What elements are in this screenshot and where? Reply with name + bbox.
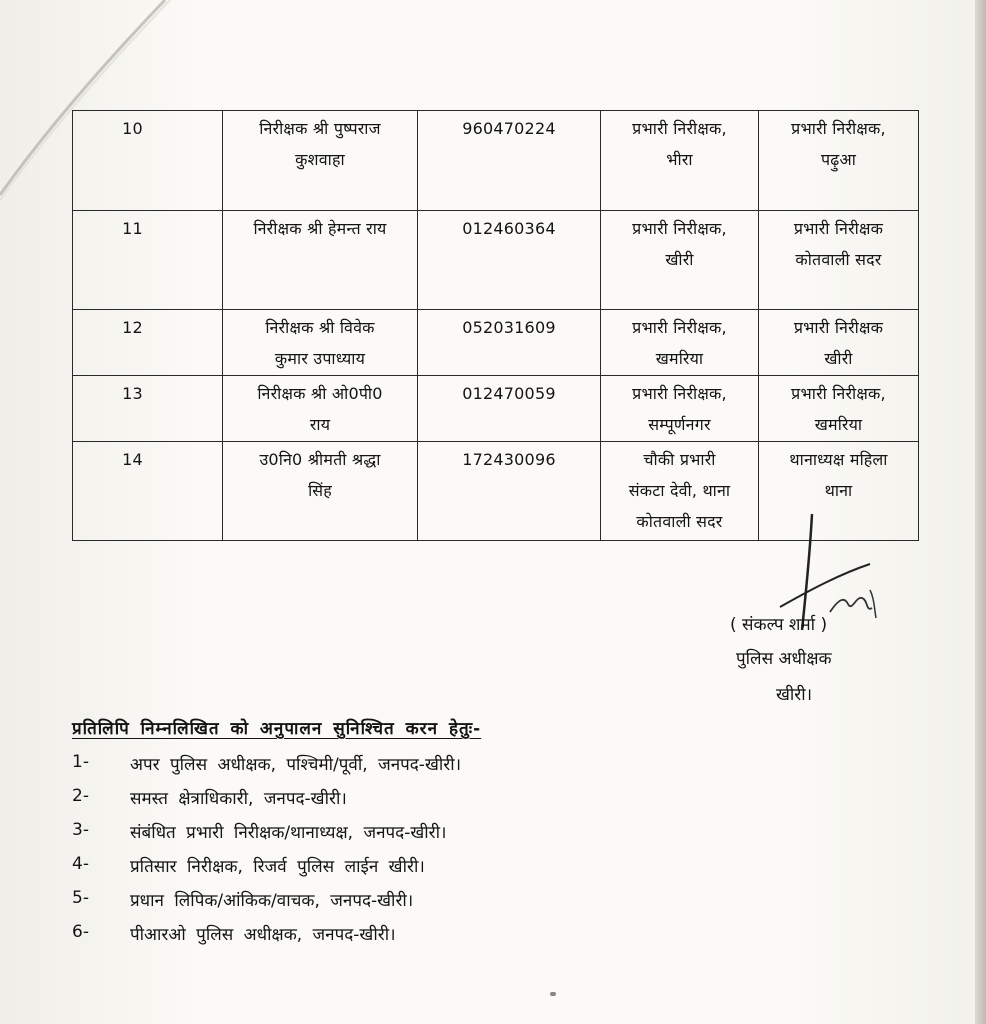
new-posting-cell: थानाध्यक्ष महिला थाना	[759, 442, 919, 541]
current-posting-cell: प्रभारी निरीक्षक, भीरा	[601, 111, 759, 211]
list-item-index: 3-	[72, 820, 89, 840]
list-item-text: अपर पुलिस अधीक्षक, पश्चिमी/पूर्वी, जनपद-खीरी।	[130, 755, 462, 775]
signatory-designation: पुलिस अधीक्षक	[736, 649, 832, 669]
list-item-index: 5-	[72, 888, 89, 908]
serial-number-cell: 14	[73, 442, 223, 541]
officer-name-cell: निरीक्षक श्री पुष्पराज कुशवाहा	[223, 111, 418, 211]
officer-name-cell: उ0नि0 श्रीमती श्रद्धा सिंह	[223, 442, 418, 541]
pno-cell: 012460364	[418, 211, 601, 310]
new-posting-cell: प्रभारी निरीक्षक कोतवाली सदर	[759, 211, 919, 310]
list-item-text: समस्त क्षेत्राधिकारी, जनपद-खीरी।	[130, 789, 347, 809]
pno-cell: 172430096	[418, 442, 601, 541]
transfer-table	[72, 110, 919, 541]
list-item-index: 1-	[72, 752, 89, 772]
serial-number-cell: 11	[73, 211, 223, 310]
officer-name-cell: निरीक्षक श्री हेमन्त राय	[223, 211, 418, 310]
signatory-name: ( संकल्प शर्मा )	[730, 615, 828, 635]
current-posting-cell: चौकी प्रभारी संकटा देवी, थाना कोतवाली सदर	[601, 442, 759, 541]
copy-to-heading: प्रतिलिपि निम्नलिखित को अनुपालन सुनिश्चित करन हेतुः-	[72, 719, 482, 739]
table-row	[73, 111, 919, 211]
pno-cell: 052031609	[418, 310, 601, 376]
list-item-text: प्रधान लिपिक/आंकिक/वाचक, जनपद-खीरी।	[130, 891, 414, 911]
serial-number-cell: 12	[73, 310, 223, 376]
table-row	[73, 310, 919, 376]
officer-name-cell: निरीक्षक श्री विवेक कुमार उपाध्याय	[223, 310, 418, 376]
new-posting-cell: प्रभारी निरीक्षक खीरी	[759, 310, 919, 376]
pno-cell: 960470224	[418, 111, 601, 211]
serial-number-cell: 10	[73, 111, 223, 211]
list-item-index: 2-	[72, 786, 89, 806]
current-posting-cell: प्रभारी निरीक्षक, सम्पूर्णनगर	[601, 376, 759, 442]
list-item-text: पीआरओ पुलिस अधीक्षक, जनपद-खीरी।	[130, 925, 396, 945]
current-posting-cell: प्रभारी निरीक्षक, खमरिया	[601, 310, 759, 376]
current-posting-cell: प्रभारी निरीक्षक, खीरी	[601, 211, 759, 310]
list-item-index: 6-	[72, 922, 89, 942]
new-posting-cell: प्रभारी निरीक्षक, पढ़ुआ	[759, 111, 919, 211]
pno-cell: 012470059	[418, 376, 601, 442]
list-item-text: प्रतिसार निरीक्षक, रिजर्व पुलिस लाईन खीरी।	[130, 857, 425, 877]
list-item-text: संबंधित प्रभारी निरीक्षक/थानाध्यक्ष, जनपद-खीरी।	[130, 823, 447, 843]
new-posting-cell: प्रभारी निरीक्षक, खमरिया	[759, 376, 919, 442]
list-item-index: 4-	[72, 854, 89, 874]
serial-number-cell: 13	[73, 376, 223, 442]
officer-name-cell: निरीक्षक श्री ओ0पी0 राय	[223, 376, 418, 442]
page-speck	[550, 992, 556, 996]
table-row	[73, 211, 919, 310]
table-row	[73, 376, 919, 442]
signatory-place: खीरी।	[776, 685, 813, 705]
